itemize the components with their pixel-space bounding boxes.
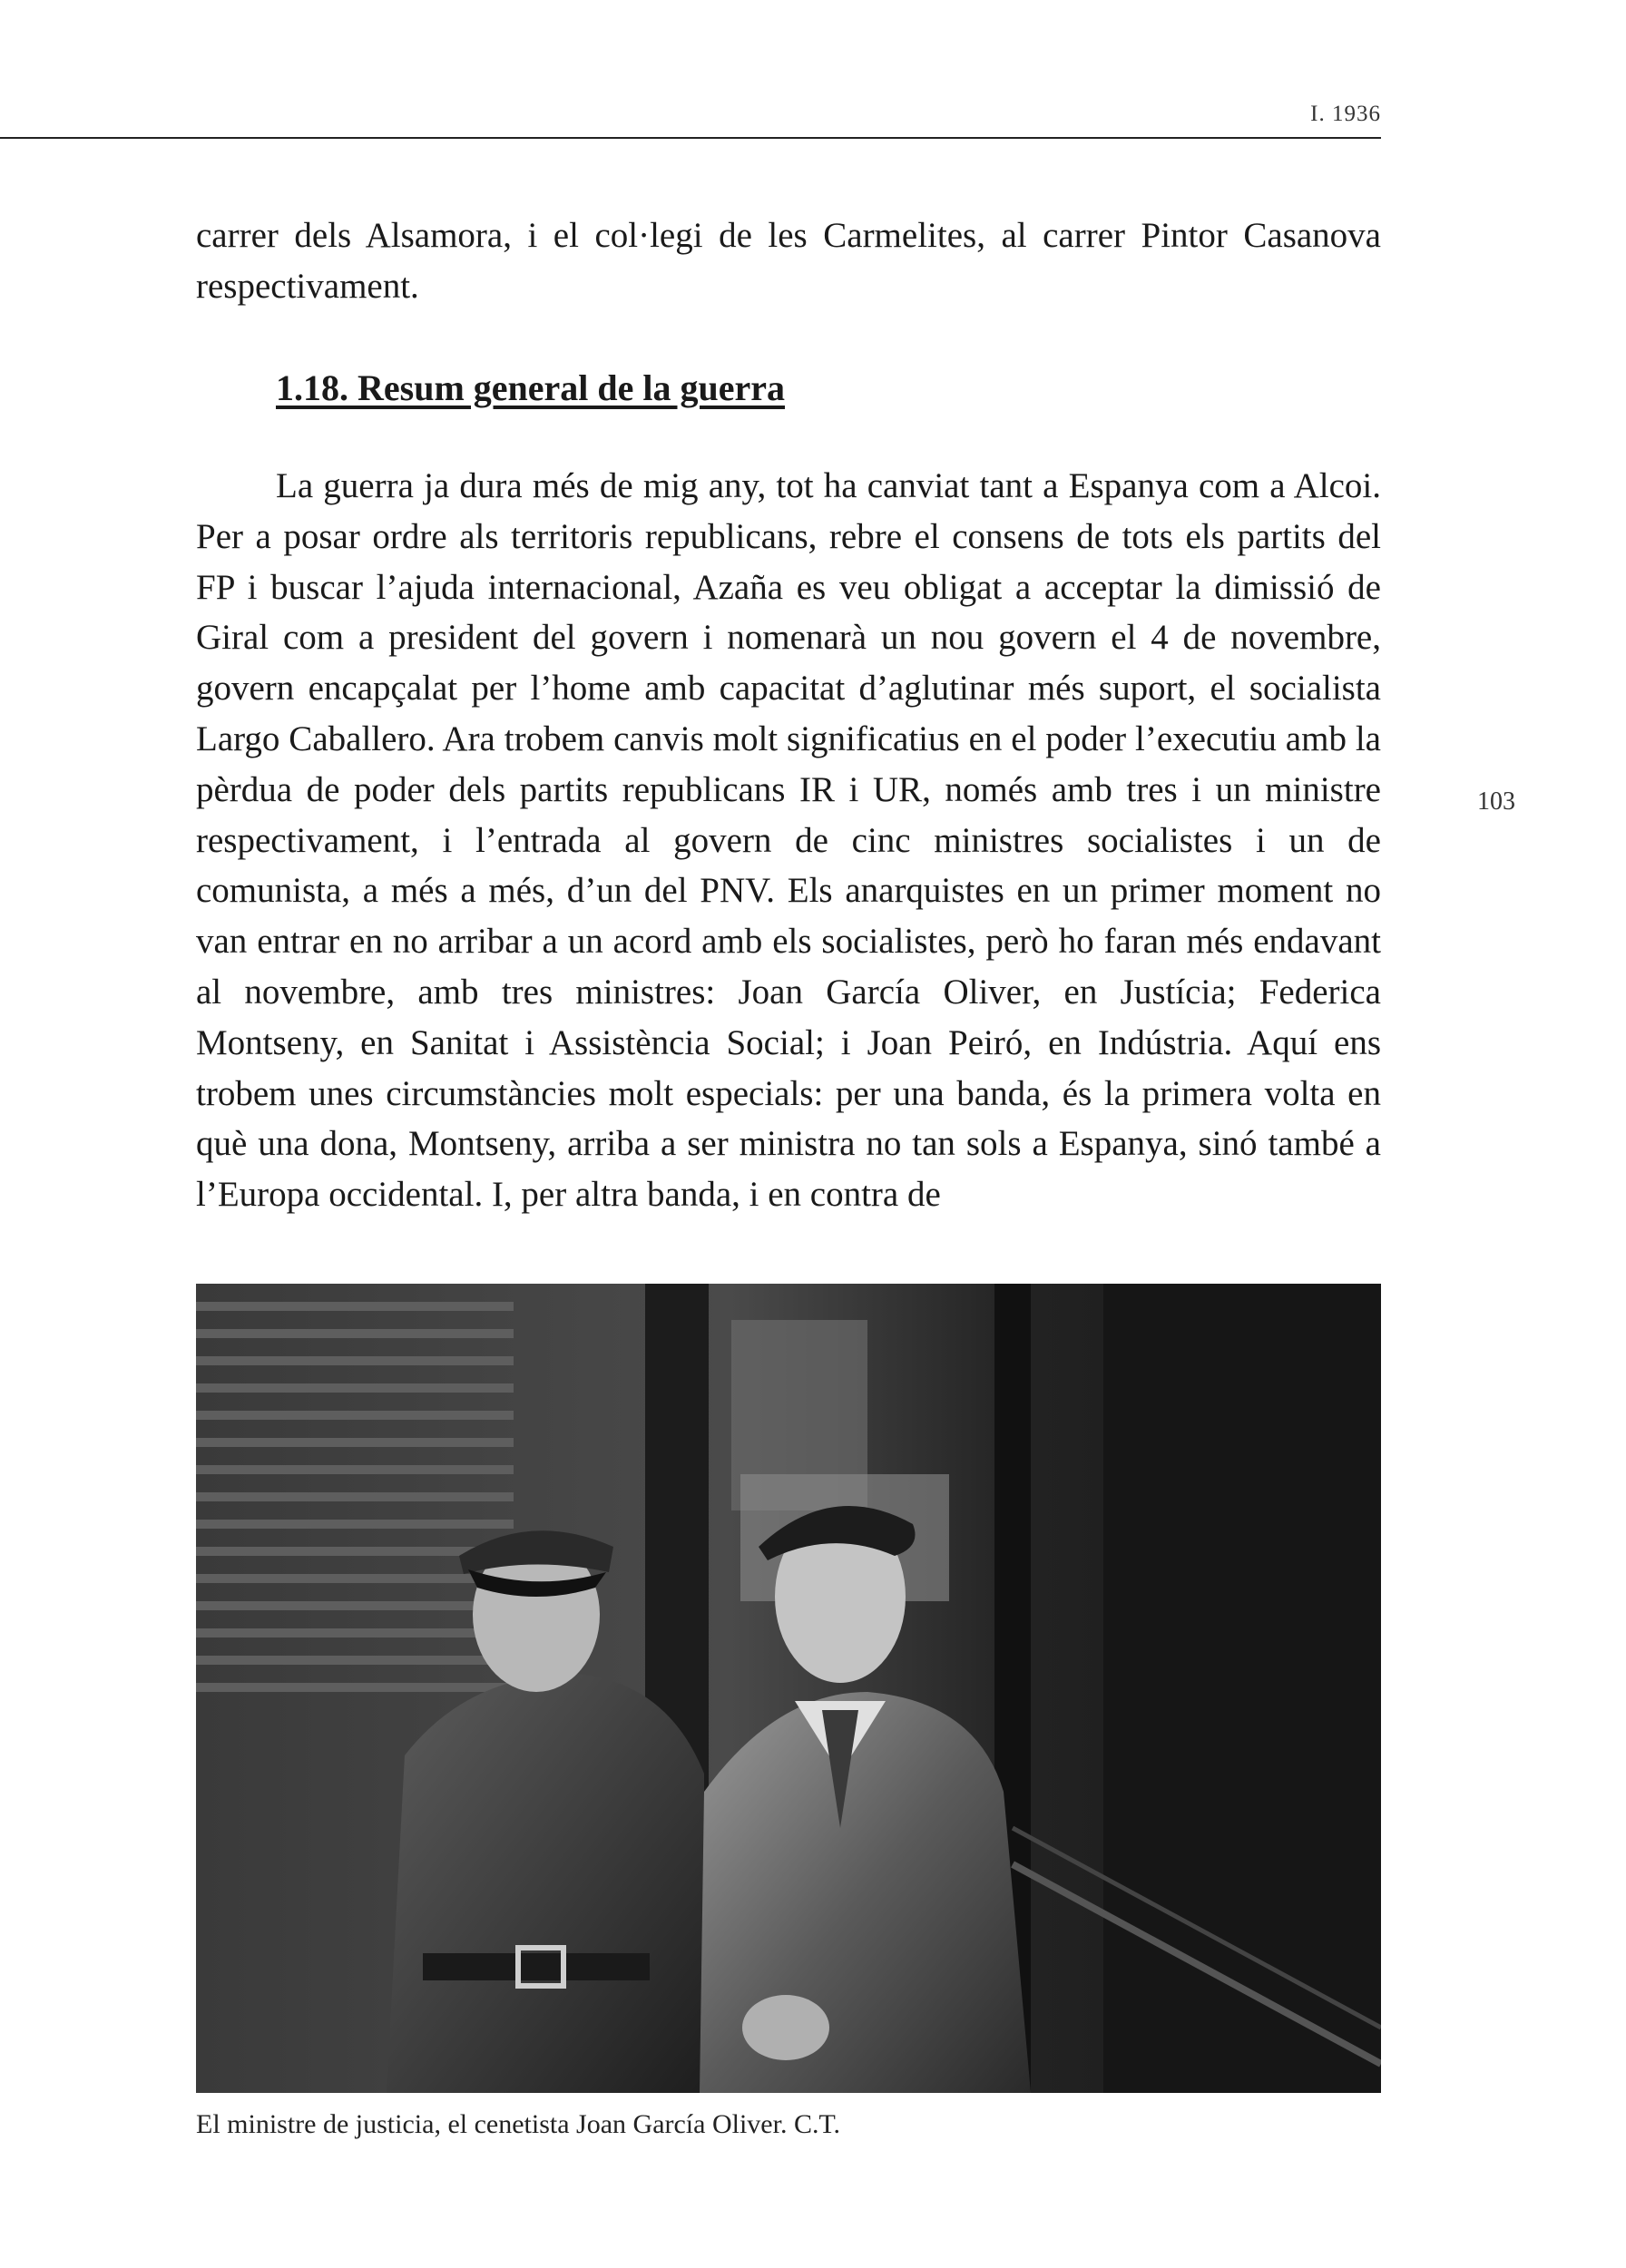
running-head: I. 1936 [1310,102,1381,126]
intro-paragraph: carrer dels Alsamora, i el col·legi de les Carmelites, al carrer Pintor Casanova respectivament. [196,216,1381,306]
historical-photo [196,1284,1381,2093]
window-shutter [196,1302,514,1692]
section-heading: 1.18. Resum general de la guerra [276,367,786,408]
page-number: 103 [1477,787,1515,816]
section-body-paragraph: La guerra ja dura més de mig any, tot ha canviat tant a Espanya com a Alcoi. Per a posar ordre als territoris republicans, rebre el consens de tots els partits del FP i buscar l’ajuda internacional, Azaña es veu obligat a acceptar la dimissió de Giral com a president del govern i nomenarà un nou govern el 4 de novembre, govern encapçalat per l’home amb capacitat d’aglutinar més suport, el socialista Largo Caballero. Ara trobem canvis molt significatius en el poder l’executiu amb la pèrdua de poder dels partits republicans IR i UR, només amb tres i un ministre respectivament, i l’entrada al govern de cinc ministres socialistes i un de comunista, a més a més, d’un del PNV. Els anarquistes en un primer moment no van entrar en no arribar a un acord amb els socialistes, però ho faran més endavant al novembre, amb tres ministres: Joan García Oliver, en Justícia; Federica Montseny, en Sanitat i Assistència Social; i Joan Peiró, en Indústria. Aquí ens trobem unes circumstàncies molt especials: per una banda, és la primera volta en què una dona, Montseny, arriba a ser ministra no tan sols a Espanya, sinó també a l’Europa occidental. I, per altra banda, i en contra de [196,466,1381,1215]
photo-caption: El ministre de justicia, el cenetista Joan García Oliver. C.T. [196,2109,841,2139]
header-rule [0,137,1381,139]
